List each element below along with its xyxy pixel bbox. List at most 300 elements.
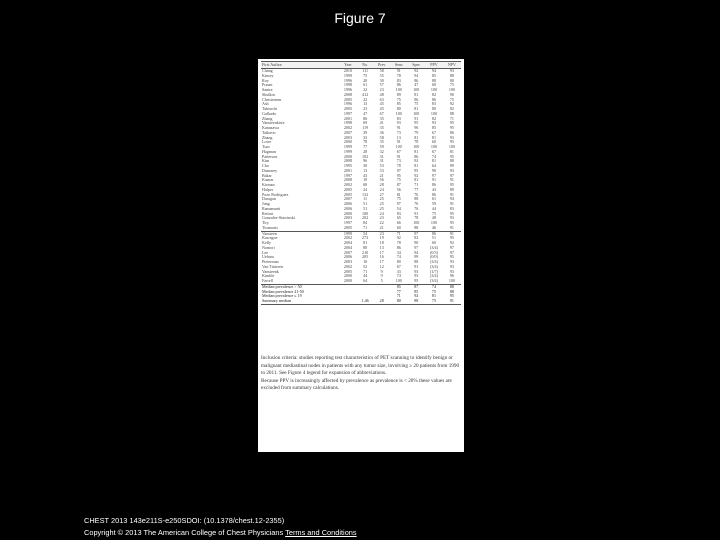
- table-cell: 91: [443, 231, 461, 236]
- table-cell: 24: [363, 187, 368, 192]
- summary-row: [261, 299, 461, 304]
- table-header-row: [261, 62, 461, 69]
- table-cell: 2008: [343, 178, 353, 183]
- table-cell: 2002: [343, 236, 353, 241]
- table-cell: 89: [449, 164, 454, 168]
- table-cell: 75: [414, 102, 419, 107]
- table-cell: 2000: [343, 211, 353, 216]
- table-cell: 88: [431, 78, 437, 83]
- table-cell: 95: [414, 121, 419, 126]
- table-cell: Ramamurti: [262, 206, 281, 211]
- table-cell: 43: [431, 187, 437, 192]
- terms-and-conditions-link[interactable]: Terms and Conditions: [285, 528, 357, 537]
- table-cell: 13: [363, 168, 368, 173]
- table-cell: 86: [431, 192, 437, 197]
- table-cell: 93: [396, 121, 401, 126]
- table-cell: 81: [414, 164, 419, 168]
- table-cell: Kelly: [262, 241, 272, 245]
- table-cell: 75: [396, 97, 401, 102]
- table-cell: Zhang: [262, 135, 273, 140]
- table-cell: 54: [396, 206, 401, 211]
- table-cell: Lowe: [262, 140, 272, 145]
- table-cell: 13: [396, 135, 401, 140]
- table-cell: 97: [407, 231, 425, 236]
- table-cell: 95: [449, 211, 454, 216]
- table-cell: Zhang: [262, 116, 273, 121]
- table-cell: 80: [396, 260, 401, 264]
- table-cell: 13: [379, 245, 384, 250]
- table-cell: 30: [379, 78, 384, 83]
- table-cell: 132: [362, 192, 369, 197]
- table-cell: Ash: [262, 102, 269, 107]
- table-cell: 34: [396, 250, 401, 255]
- table-cell: 2003: [343, 260, 353, 264]
- table-cell: 2002: [343, 126, 353, 130]
- table-cell: 94: [414, 73, 419, 78]
- table-cell: 81: [414, 92, 419, 97]
- table-cell: 81: [414, 135, 419, 140]
- table-cell: 71: [414, 183, 419, 187]
- table-cell: 95: [449, 126, 454, 130]
- table-cell: 2004: [343, 241, 353, 245]
- table-cell: Roy: [262, 78, 269, 83]
- table-cell: 83: [396, 116, 401, 121]
- table-cell: 2006: [343, 202, 353, 206]
- table-cell: 86: [396, 245, 401, 250]
- table-cell: 91: [414, 116, 419, 121]
- table-cell: 91: [443, 299, 461, 304]
- table-cell: Halper: [262, 187, 274, 192]
- table-cell: 17: [379, 260, 384, 264]
- table-cell: 95: [449, 154, 454, 159]
- figure-table-image: [258, 59, 464, 452]
- table-cell: 88: [407, 299, 425, 304]
- table-cell: 2004: [343, 245, 353, 250]
- table-cell: 95: [396, 173, 401, 178]
- table-cell: 100: [395, 279, 402, 283]
- table-cell: 61: [431, 197, 437, 202]
- table-cell: 100: [448, 145, 455, 149]
- table-cell: 77: [363, 145, 368, 149]
- table-cell: 75: [449, 97, 454, 102]
- table-cell: 87: [396, 183, 401, 187]
- table-cell: 1999: [343, 149, 353, 154]
- table-cell: Patterson: [262, 154, 278, 159]
- table-cell: 202: [362, 216, 369, 221]
- table-cell: 88: [449, 73, 454, 78]
- table-cell: 10: [363, 260, 368, 264]
- table-cell: 86: [414, 97, 419, 102]
- footnote-inclusion: Inclusion criteria: studies reporting test characteristics of PET scanning to identify benign or malignant mediastinal nodes in patients with any tumor size, involving ≥ 20 patients from 1990 to 2011. See Figure 4 legend for expansion of abbreviations.: [261, 355, 460, 377]
- table-cell: 2000: [343, 154, 353, 159]
- table-cell: 68: [363, 183, 368, 187]
- table-cell: 2008: [343, 159, 353, 164]
- table-cell: 91: [449, 192, 454, 197]
- footnote-ppv-note: Because PPV is increasingly affected by prevalence as prevalence is < 20% these values are excluded from summary calculations.: [261, 377, 452, 392]
- table-cell: 2003: [343, 135, 353, 140]
- table-cell: 71: [396, 294, 401, 299]
- table-cell: 30: [363, 164, 368, 168]
- table-cell: 78: [363, 140, 368, 145]
- table-cell: 83: [431, 102, 437, 107]
- table-cell: 53: [379, 164, 384, 168]
- table-cell: 100: [413, 145, 420, 149]
- table-cell: 74: [396, 255, 401, 260]
- table-cell: 51: [431, 236, 437, 241]
- table-cell: 75: [396, 178, 401, 183]
- table-cell: 83: [396, 78, 401, 83]
- table-cell: 91: [431, 178, 437, 183]
- table-cell: Prauer: [262, 83, 273, 88]
- table-cell: 86: [431, 97, 437, 102]
- table-cell: 79: [414, 130, 419, 135]
- table-cell: 23: [363, 107, 368, 111]
- table-cell: 74: [425, 284, 443, 289]
- table-cell: 93: [449, 216, 454, 221]
- table-cell: 78: [396, 164, 401, 168]
- table-cell: 33: [363, 135, 368, 140]
- table-cell: Shulkin: [262, 92, 275, 97]
- table-cell: 67: [396, 149, 401, 154]
- table-cell: 2006: [343, 255, 353, 260]
- table-cell: Kimble: [262, 274, 275, 279]
- table-cell: 100: [413, 88, 420, 92]
- table-cell: 95: [449, 121, 454, 126]
- table-cell: 85: [414, 289, 419, 294]
- table-cell: 23: [379, 216, 384, 221]
- table-cell: 64: [363, 279, 368, 283]
- table-cell: 2005: [343, 187, 353, 192]
- table-cell: 67: [379, 111, 384, 116]
- table-cell: 97: [449, 250, 454, 255]
- table-cell: 1995: [343, 164, 353, 168]
- table-cell: 100: [362, 211, 369, 216]
- table-cell: 81: [414, 149, 419, 154]
- table-cell: 71: [363, 269, 368, 274]
- table-cell: 19: [379, 236, 384, 241]
- table-cell: 75: [363, 73, 368, 78]
- table-cell: 77: [396, 289, 401, 294]
- table-cell: 63: [379, 97, 384, 102]
- table-cell: 95: [449, 140, 454, 145]
- table-cell: Vansteenkiste: [262, 121, 285, 126]
- table-cell: 91: [414, 211, 419, 216]
- table-cell: 91: [396, 68, 401, 73]
- table-cell: 64: [431, 164, 437, 168]
- table-cell: 12: [379, 264, 384, 269]
- table-cell: 1997: [343, 111, 353, 116]
- column-header: Year: [339, 62, 357, 69]
- table-cell: 92: [414, 294, 419, 299]
- table-cell: 82: [449, 107, 454, 111]
- table-cell: 92: [396, 236, 401, 241]
- table-cell: 44: [431, 206, 437, 211]
- table-cell: 80: [431, 107, 437, 111]
- table-cell: (0/0): [429, 255, 438, 260]
- table-cell: 89: [449, 187, 454, 192]
- table-cell: (0/3): [429, 250, 438, 255]
- table-cell: (3/4): [429, 274, 438, 279]
- table-cell: 2000: [343, 279, 353, 283]
- table-cell: 60: [431, 140, 437, 145]
- table-cell: 78: [414, 140, 419, 145]
- table-cell: 1998: [343, 121, 353, 126]
- table-cell: 86: [396, 83, 401, 88]
- table-cell: 93: [414, 274, 419, 279]
- table-cell: 119: [362, 126, 369, 130]
- table-cell: 1997: [343, 221, 353, 225]
- table-cell: 20: [363, 78, 368, 83]
- table-cell: 86: [425, 231, 443, 236]
- table-cell: 2008: [343, 92, 353, 97]
- table-cell: 83: [396, 211, 401, 216]
- table-cell: 33: [396, 269, 401, 274]
- table-cell: Summary median: [261, 299, 339, 304]
- table-cell: 91: [449, 178, 454, 183]
- table-cell: Chang: [262, 68, 273, 73]
- table-cell: 93: [449, 168, 454, 173]
- table-cell: Median prevalence ≤ 19: [262, 294, 302, 299]
- table-cell: 44: [363, 274, 368, 279]
- table-cell: 47: [363, 111, 368, 116]
- table-cell: 93: [414, 269, 419, 274]
- table-cell: 81: [431, 135, 437, 140]
- table-cell: 2000: [343, 140, 353, 145]
- table-cell: 56: [396, 187, 401, 192]
- table-cell: 2005: [343, 97, 353, 102]
- table-cell: 76: [414, 202, 419, 206]
- table-cell: 81: [363, 241, 368, 245]
- table-cell: Tiry: [262, 221, 269, 225]
- table-cell: Pieterman: [262, 260, 279, 264]
- table-cell: 31: [379, 159, 384, 164]
- table-cell: 60: [431, 83, 437, 88]
- table-cell: 73: [396, 159, 401, 164]
- table-cell: 73: [396, 130, 401, 135]
- table-cell: 77: [414, 187, 419, 192]
- table-cell: 28: [379, 183, 384, 187]
- table-cell: 1996: [343, 88, 353, 92]
- table-cell: 22: [363, 88, 368, 92]
- table-cell: Farrell: [262, 279, 273, 283]
- table-cell: 11: [363, 197, 368, 202]
- table-cell: 21: [379, 173, 384, 178]
- table-cell: 100: [395, 111, 402, 116]
- table-cell: 82: [414, 236, 419, 241]
- table-cell: 100: [395, 145, 402, 149]
- table-cell: 86: [414, 78, 419, 83]
- table-cell: 97: [414, 245, 419, 250]
- table-cell: 75: [431, 289, 437, 294]
- table-cell: 86: [449, 130, 454, 135]
- table-cell: 89: [396, 92, 401, 97]
- table-cell: 9: [380, 274, 383, 279]
- table-cell: 88: [414, 197, 419, 202]
- table-cell: 57: [379, 83, 384, 88]
- table-cell: 92: [414, 159, 419, 164]
- table-cell: 48: [431, 216, 437, 221]
- table-cell: 5: [380, 279, 383, 283]
- slide-title: Figure 7: [334, 10, 386, 26]
- table-cell: 2005: [343, 107, 353, 111]
- table-cell: 81: [396, 192, 401, 197]
- table-cell: 76: [414, 206, 419, 211]
- table-cell: 71: [390, 231, 407, 236]
- table-cell: 35: [379, 140, 384, 145]
- table-cell: 81: [414, 178, 419, 183]
- table-cell: Median prevalence > 50: [261, 284, 339, 289]
- table-cell: 91: [449, 202, 454, 206]
- table-cell: 45: [379, 107, 384, 111]
- table-cell: Kinsey: [262, 73, 274, 78]
- table-cell: 2005: [343, 225, 353, 230]
- column-header: Sens: [390, 62, 407, 69]
- table-cell: 23: [379, 88, 384, 92]
- table-cell: 58: [379, 68, 384, 73]
- column-header: Spec: [407, 62, 425, 69]
- table-cell: 88: [443, 284, 461, 289]
- table-cell: 1998: [343, 83, 353, 88]
- table-cell: Vansteen: [261, 231, 339, 236]
- table-cell: Kanazawa: [262, 126, 280, 130]
- copyright-text: Copyright © 2013 The American College of Chest Physicians: [84, 528, 286, 537]
- column-header: Prev: [373, 62, 390, 69]
- table-cell: 96: [363, 159, 368, 164]
- table-cell: 36: [379, 130, 384, 135]
- table-cell: 10: [363, 178, 368, 183]
- table-cell: 22: [363, 97, 368, 102]
- table-cell: Bakar: [262, 173, 272, 178]
- table-cell: 83: [449, 206, 454, 211]
- table-cell: 91: [396, 126, 401, 130]
- table-cell: 85: [390, 284, 407, 289]
- table-cell: 39: [363, 130, 368, 135]
- table-cell: Cho: [262, 164, 269, 168]
- table-cell: 90: [414, 241, 419, 245]
- table-cell: 25: [379, 202, 384, 206]
- table-cell: 100: [413, 111, 420, 116]
- table-cell: 2006: [343, 206, 353, 211]
- table-cell: 78: [396, 241, 401, 245]
- table-cell: 65: [396, 216, 401, 221]
- table-cell: 78: [414, 216, 419, 221]
- table-cell: 41: [379, 121, 384, 126]
- table-cell: 2001: [343, 168, 353, 173]
- table-cell: 97: [449, 245, 454, 250]
- table-cell: 92: [414, 68, 419, 73]
- table-cell: 102: [362, 154, 369, 159]
- table-cell: Rettori: [262, 211, 274, 216]
- table-cell: 96: [449, 274, 454, 279]
- table-cell: 28: [363, 149, 368, 154]
- table-cell: 95: [449, 183, 454, 187]
- table-cell: 86: [414, 154, 419, 159]
- table-cell: 81: [431, 294, 437, 299]
- table-cell: 2010: [343, 68, 353, 73]
- table-cell: Tatkavic: [262, 130, 277, 135]
- table-cell: 16: [379, 255, 384, 260]
- table-cell: 100: [430, 221, 438, 225]
- table-cell: 22: [379, 221, 384, 225]
- table-cell: 75: [431, 211, 437, 216]
- table-cell: 97: [431, 173, 437, 178]
- table-cell: 88: [414, 260, 419, 264]
- table-cell: 92: [414, 173, 419, 178]
- table-cell: 93: [449, 269, 454, 274]
- table-cell: 80: [363, 245, 368, 250]
- table-cell: 92: [449, 102, 454, 107]
- table-cell: 35: [379, 126, 384, 130]
- table-cell: 93: [449, 260, 454, 264]
- table-cell: 2005: [343, 269, 353, 274]
- table-cell: 1999: [343, 73, 353, 78]
- table-cell: 85: [396, 102, 401, 107]
- table-cell: 86: [363, 116, 368, 121]
- table-cell: 13: [363, 102, 368, 107]
- table-cell: 93: [449, 68, 454, 73]
- table-cell: 2007: [343, 250, 353, 255]
- table-cell: 85: [431, 73, 437, 78]
- table-cell: 97: [396, 202, 401, 206]
- table-cell: 1996: [343, 102, 353, 107]
- table-cell: 94: [449, 197, 454, 202]
- table-cell: 93: [449, 135, 454, 140]
- table-cell: Vansteenk: [262, 269, 279, 274]
- table-cell: 45: [379, 102, 384, 107]
- table-cell: Median prevalence 21-50: [262, 289, 304, 294]
- table-cell: Pozo Rodriguez: [262, 192, 289, 197]
- table-cell: 90: [431, 168, 437, 173]
- table-cell: 51: [363, 206, 368, 211]
- table-cell: 100: [395, 88, 402, 92]
- table-cell: Gallardo: [262, 111, 277, 116]
- table-cell: Dumarey: [262, 168, 278, 173]
- table-cell: (3/4): [429, 245, 438, 250]
- table-cell: 75: [449, 83, 454, 88]
- table-cell: 61: [363, 83, 368, 88]
- table-cell: 100: [430, 88, 438, 92]
- table-cell: 88: [449, 289, 454, 294]
- table-cell: 205: [362, 255, 369, 260]
- table-cell: 93: [431, 121, 437, 126]
- table-cell: 100: [448, 279, 455, 283]
- table-cell: 2001: [343, 116, 353, 121]
- table-cell: 1999: [339, 231, 357, 236]
- table-cell: 74: [396, 274, 401, 279]
- table-cell: 87: [407, 284, 425, 289]
- table-cell: 2005: [343, 192, 353, 197]
- citation-text: CHEST 2013 143e211S-e250SDOI: (10.1378/chest.12-2355): [84, 516, 285, 525]
- table-cell: 25: [379, 197, 384, 202]
- table-cell: 75: [425, 299, 443, 304]
- table-cell: 23: [373, 231, 390, 236]
- table-cell: 60: [396, 225, 401, 230]
- table-cell: Christensen: [262, 97, 282, 102]
- table-cell: 82: [431, 92, 437, 97]
- table-cell: 100: [430, 111, 438, 116]
- table-cell: 91: [396, 140, 401, 145]
- table-cell: 100: [413, 221, 420, 225]
- table-cell: 2002: [343, 264, 353, 269]
- table-cell: Tiramoris: [262, 225, 278, 230]
- table-cell: Daragan: [262, 197, 276, 202]
- table-cell: 35: [379, 116, 384, 121]
- table-cell: 95: [449, 236, 454, 241]
- table-cell: 43: [363, 173, 368, 178]
- table-cell: 24: [379, 211, 384, 216]
- table-cell: 93: [449, 264, 454, 269]
- table-cell: 2002: [343, 183, 353, 187]
